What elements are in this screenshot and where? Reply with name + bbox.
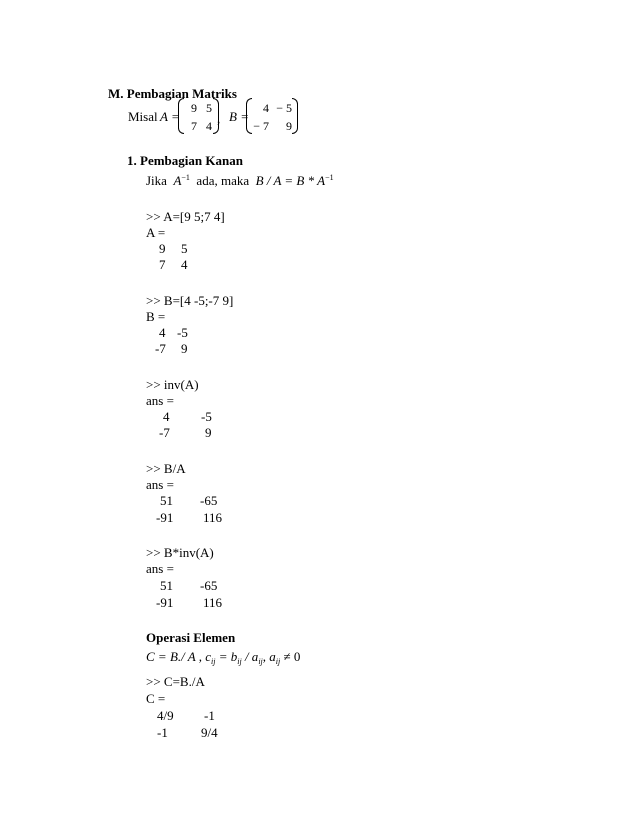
matrix-a-cell: 7 bbox=[191, 119, 197, 133]
matrix-b-cell: − 7 bbox=[253, 119, 269, 133]
result-cell: 4 bbox=[163, 409, 170, 424]
result-cell: 116 bbox=[203, 595, 223, 610]
subscript: ij bbox=[237, 657, 242, 666]
result-cell: -5 bbox=[201, 409, 212, 424]
result-cell: -1 bbox=[204, 708, 215, 723]
result-label: C = bbox=[146, 691, 166, 706]
result-cell: 7 bbox=[159, 257, 166, 272]
result-label: A = bbox=[146, 225, 166, 240]
command-line: >> A=[9 5;7 4] bbox=[146, 209, 225, 224]
result-cell: 51 bbox=[160, 493, 173, 508]
result-label: ans = bbox=[146, 393, 174, 408]
inverse-exponent: −1 bbox=[181, 173, 190, 182]
section-title: M. Pembagian Matriks bbox=[108, 86, 237, 101]
matrix-b-cell: − 5 bbox=[276, 101, 292, 115]
inverse-base: A bbox=[173, 173, 182, 188]
matrix-b-cell: 4 bbox=[263, 101, 269, 115]
ada-maka-text: ada, maka bbox=[196, 173, 250, 188]
inverse-exponent: −1 bbox=[325, 173, 334, 182]
elemen-slash-a: / a bbox=[244, 649, 259, 664]
result-label: ans = bbox=[146, 561, 174, 576]
elemen-c: c bbox=[205, 649, 211, 664]
command-line: >> B/A bbox=[146, 461, 186, 476]
division-formula: B / A = B * A bbox=[255, 173, 326, 188]
matrix-a-label: A = bbox=[160, 109, 180, 124]
matrix-a bbox=[178, 98, 221, 134]
matrix-a-cell: 4 bbox=[206, 119, 212, 133]
subscript: ij bbox=[258, 657, 263, 666]
elemen-eq-b: = b bbox=[218, 649, 238, 664]
elemen-neq: ≠ 0 bbox=[283, 649, 301, 664]
result-cell: 4/9 bbox=[157, 708, 174, 723]
matrix-b-cell: 9 bbox=[286, 119, 292, 133]
result-label: ans = bbox=[146, 477, 174, 492]
result-cell: 4 bbox=[159, 325, 166, 340]
subscript: ij bbox=[275, 657, 281, 666]
result-cell: -1 bbox=[157, 725, 168, 740]
result-cell: 4 bbox=[181, 257, 188, 272]
result-cell: 116 bbox=[203, 510, 223, 525]
elemen-title: Operasi Elemen bbox=[146, 630, 236, 645]
result-cell: -91 bbox=[156, 510, 174, 525]
result-cell: 9 bbox=[205, 425, 212, 440]
elemen-formula-part: C = B./ A , bbox=[146, 649, 202, 664]
result-cell: -7 bbox=[159, 425, 170, 440]
result-cell: 5 bbox=[181, 241, 188, 256]
result-label: B = bbox=[146, 309, 166, 324]
matrix-a-cell: 9 bbox=[191, 101, 197, 115]
result-cell: 9/4 bbox=[201, 725, 218, 740]
subsection-title: 1. Pembagian Kanan bbox=[127, 153, 243, 168]
jika-line bbox=[146, 174, 334, 187]
command-line: >> C=B./A bbox=[146, 674, 205, 689]
subscript: ij bbox=[211, 657, 216, 666]
elemen-formula bbox=[146, 649, 301, 666]
result-cell: -65 bbox=[200, 493, 218, 508]
result-cell: 51 bbox=[160, 578, 173, 593]
result-cell: -5 bbox=[177, 325, 188, 340]
misal-label: Misal bbox=[128, 109, 158, 124]
result-cell: -91 bbox=[156, 595, 174, 610]
result-cell: 9 bbox=[181, 341, 188, 356]
result-cell: -65 bbox=[200, 578, 218, 593]
comma: , bbox=[217, 111, 221, 126]
command-line: >> B=[4 -5;-7 9] bbox=[146, 293, 234, 308]
matrix-b bbox=[246, 98, 298, 134]
right-paren bbox=[292, 98, 298, 134]
result-cell: -7 bbox=[155, 341, 166, 356]
elemen-comma-a: , a bbox=[262, 649, 276, 664]
jika-text: Jika bbox=[146, 173, 167, 188]
command-line: >> inv(A) bbox=[146, 377, 199, 392]
matrix-b-label: B = bbox=[229, 109, 249, 124]
matrix-a-cell: 5 bbox=[206, 101, 212, 115]
result-cell: 9 bbox=[159, 241, 166, 256]
command-line: >> B*inv(A) bbox=[146, 545, 214, 560]
